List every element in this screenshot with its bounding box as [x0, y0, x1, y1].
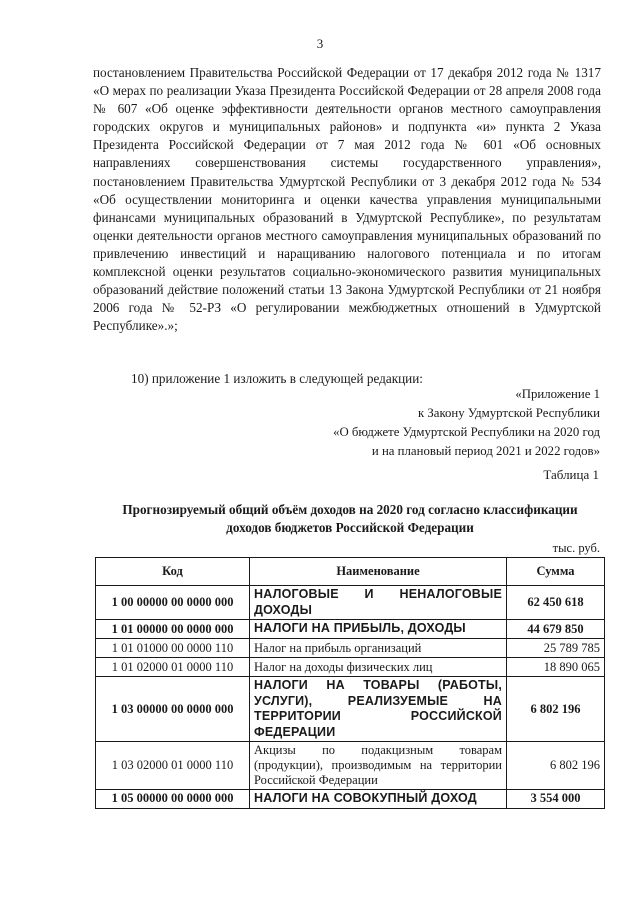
table-row: [96, 586, 605, 620]
row-code: 1 03 02000 01 0000 110: [96, 742, 250, 790]
appendix-line-2: к Закону Удмуртской Республики: [417, 406, 600, 420]
row-sum: 44 679 850: [507, 620, 605, 639]
row-code: 1 01 02000 01 0000 110: [96, 658, 250, 677]
row-name: Налог на доходы физических лиц: [250, 658, 507, 677]
row-code: 1 00 00000 00 0000 000: [96, 586, 250, 620]
table-header-row: [96, 558, 605, 586]
table-row: [96, 790, 605, 809]
table-row: [96, 742, 605, 790]
item-10-text: 10) приложение 1 изложить в следующей редакции:: [131, 371, 423, 386]
row-sum: 18 890 065: [507, 658, 605, 677]
appendix-line-3: «О бюджете Удмуртской Республики на 2020 год: [333, 425, 600, 439]
row-name: Налог на прибыль организаций: [250, 639, 507, 658]
page-number: 3: [316, 36, 324, 51]
row-code: 1 01 00000 00 0000 000: [96, 620, 250, 639]
income-table: [95, 557, 605, 809]
table-title: Прогнозируемый общий объём доходов на 2020 год согласно классификации доходов бюджетов Российской Федерации: [122, 502, 578, 535]
row-sum: 62 450 618: [507, 586, 605, 620]
row-name: НАЛОГИ НА ПРИБЫЛЬ, ДОХОДЫ: [250, 620, 507, 639]
table-row: [96, 620, 605, 639]
appendix-line-4: и на плановый период 2021 и 2022 годов»: [371, 444, 600, 458]
appendix-heading: [270, 385, 600, 461]
row-sum: 25 789 785: [507, 639, 605, 658]
table-row: [96, 639, 605, 658]
header-sum: Сумма: [507, 558, 605, 586]
row-name: НАЛОГИ НА ТОВАРЫ (РАБОТЫ, УСЛУГИ), РЕАЛИЗУЕМЫЕ НА ТЕРРИТОРИИ РОССИЙСКОЙ ФЕДЕРАЦИИ: [250, 677, 507, 742]
appendix-line-1: «Приложение 1: [515, 387, 600, 401]
header-code: Код: [96, 558, 250, 586]
row-name: Акцизы по подакцизным товарам (продукции), производимым на территории Российской Федерации: [250, 742, 507, 790]
table-row: [96, 658, 605, 677]
row-name: НАЛОГИ НА СОВОКУПНЫЙ ДОХОД: [250, 790, 507, 809]
row-code: 1 01 01000 00 0000 110: [96, 639, 250, 658]
header-name: Наименование: [250, 558, 507, 586]
row-sum: 6 802 196: [507, 742, 605, 790]
row-sum: 6 802 196: [507, 677, 605, 742]
row-code: 1 05 00000 00 0000 000: [96, 790, 250, 809]
row-name: НАЛОГОВЫЕ И НЕНАЛОГОВЫЕ ДОХОДЫ: [250, 586, 507, 620]
units-label: тыс. руб.: [552, 541, 600, 555]
table-row: [96, 677, 605, 742]
row-code: 1 03 00000 00 0000 000: [96, 677, 250, 742]
table-caption: Таблица 1: [543, 467, 599, 482]
row-sum: 3 554 000: [507, 790, 605, 809]
body-paragraph: постановлением Правительства Российской Федерации от 17 декабря 2012 года № 1317 «О мерах по реализации Указа Президента Российской Федерации от 28 апреля 2008 года № 607 «Об оценке эффективности деятельности органов местного самоуправления городских округов и муниципальных районов» и подпункта «и» пункта 2 Указа Президента Российской Федерации от 7 мая 2012 года № 601 «Об основных направлениях совершенствования системы государственного управления», постановлением Правительства Удмуртской Республики от 3 декабря 2012 года № 534 «Об осуществлении мониторинга и оценки качества управления муниципальными финансами муниципальных образований в Удмуртской Республике», по результатам оценки деятельности органов местного самоуправления муниципальных образований по привлечению инвестиций и наращиванию налогового потенциала и по итогам комплексной оценки результатов социально-экономического развития муниципальных образований действие положений статьи 13 Закона Удмуртской Республики от 21 ноября 2006 года № 52-РЗ «О регулировании межбюджетных отношений в Удмуртской Республике».»;: [93, 65, 601, 334]
